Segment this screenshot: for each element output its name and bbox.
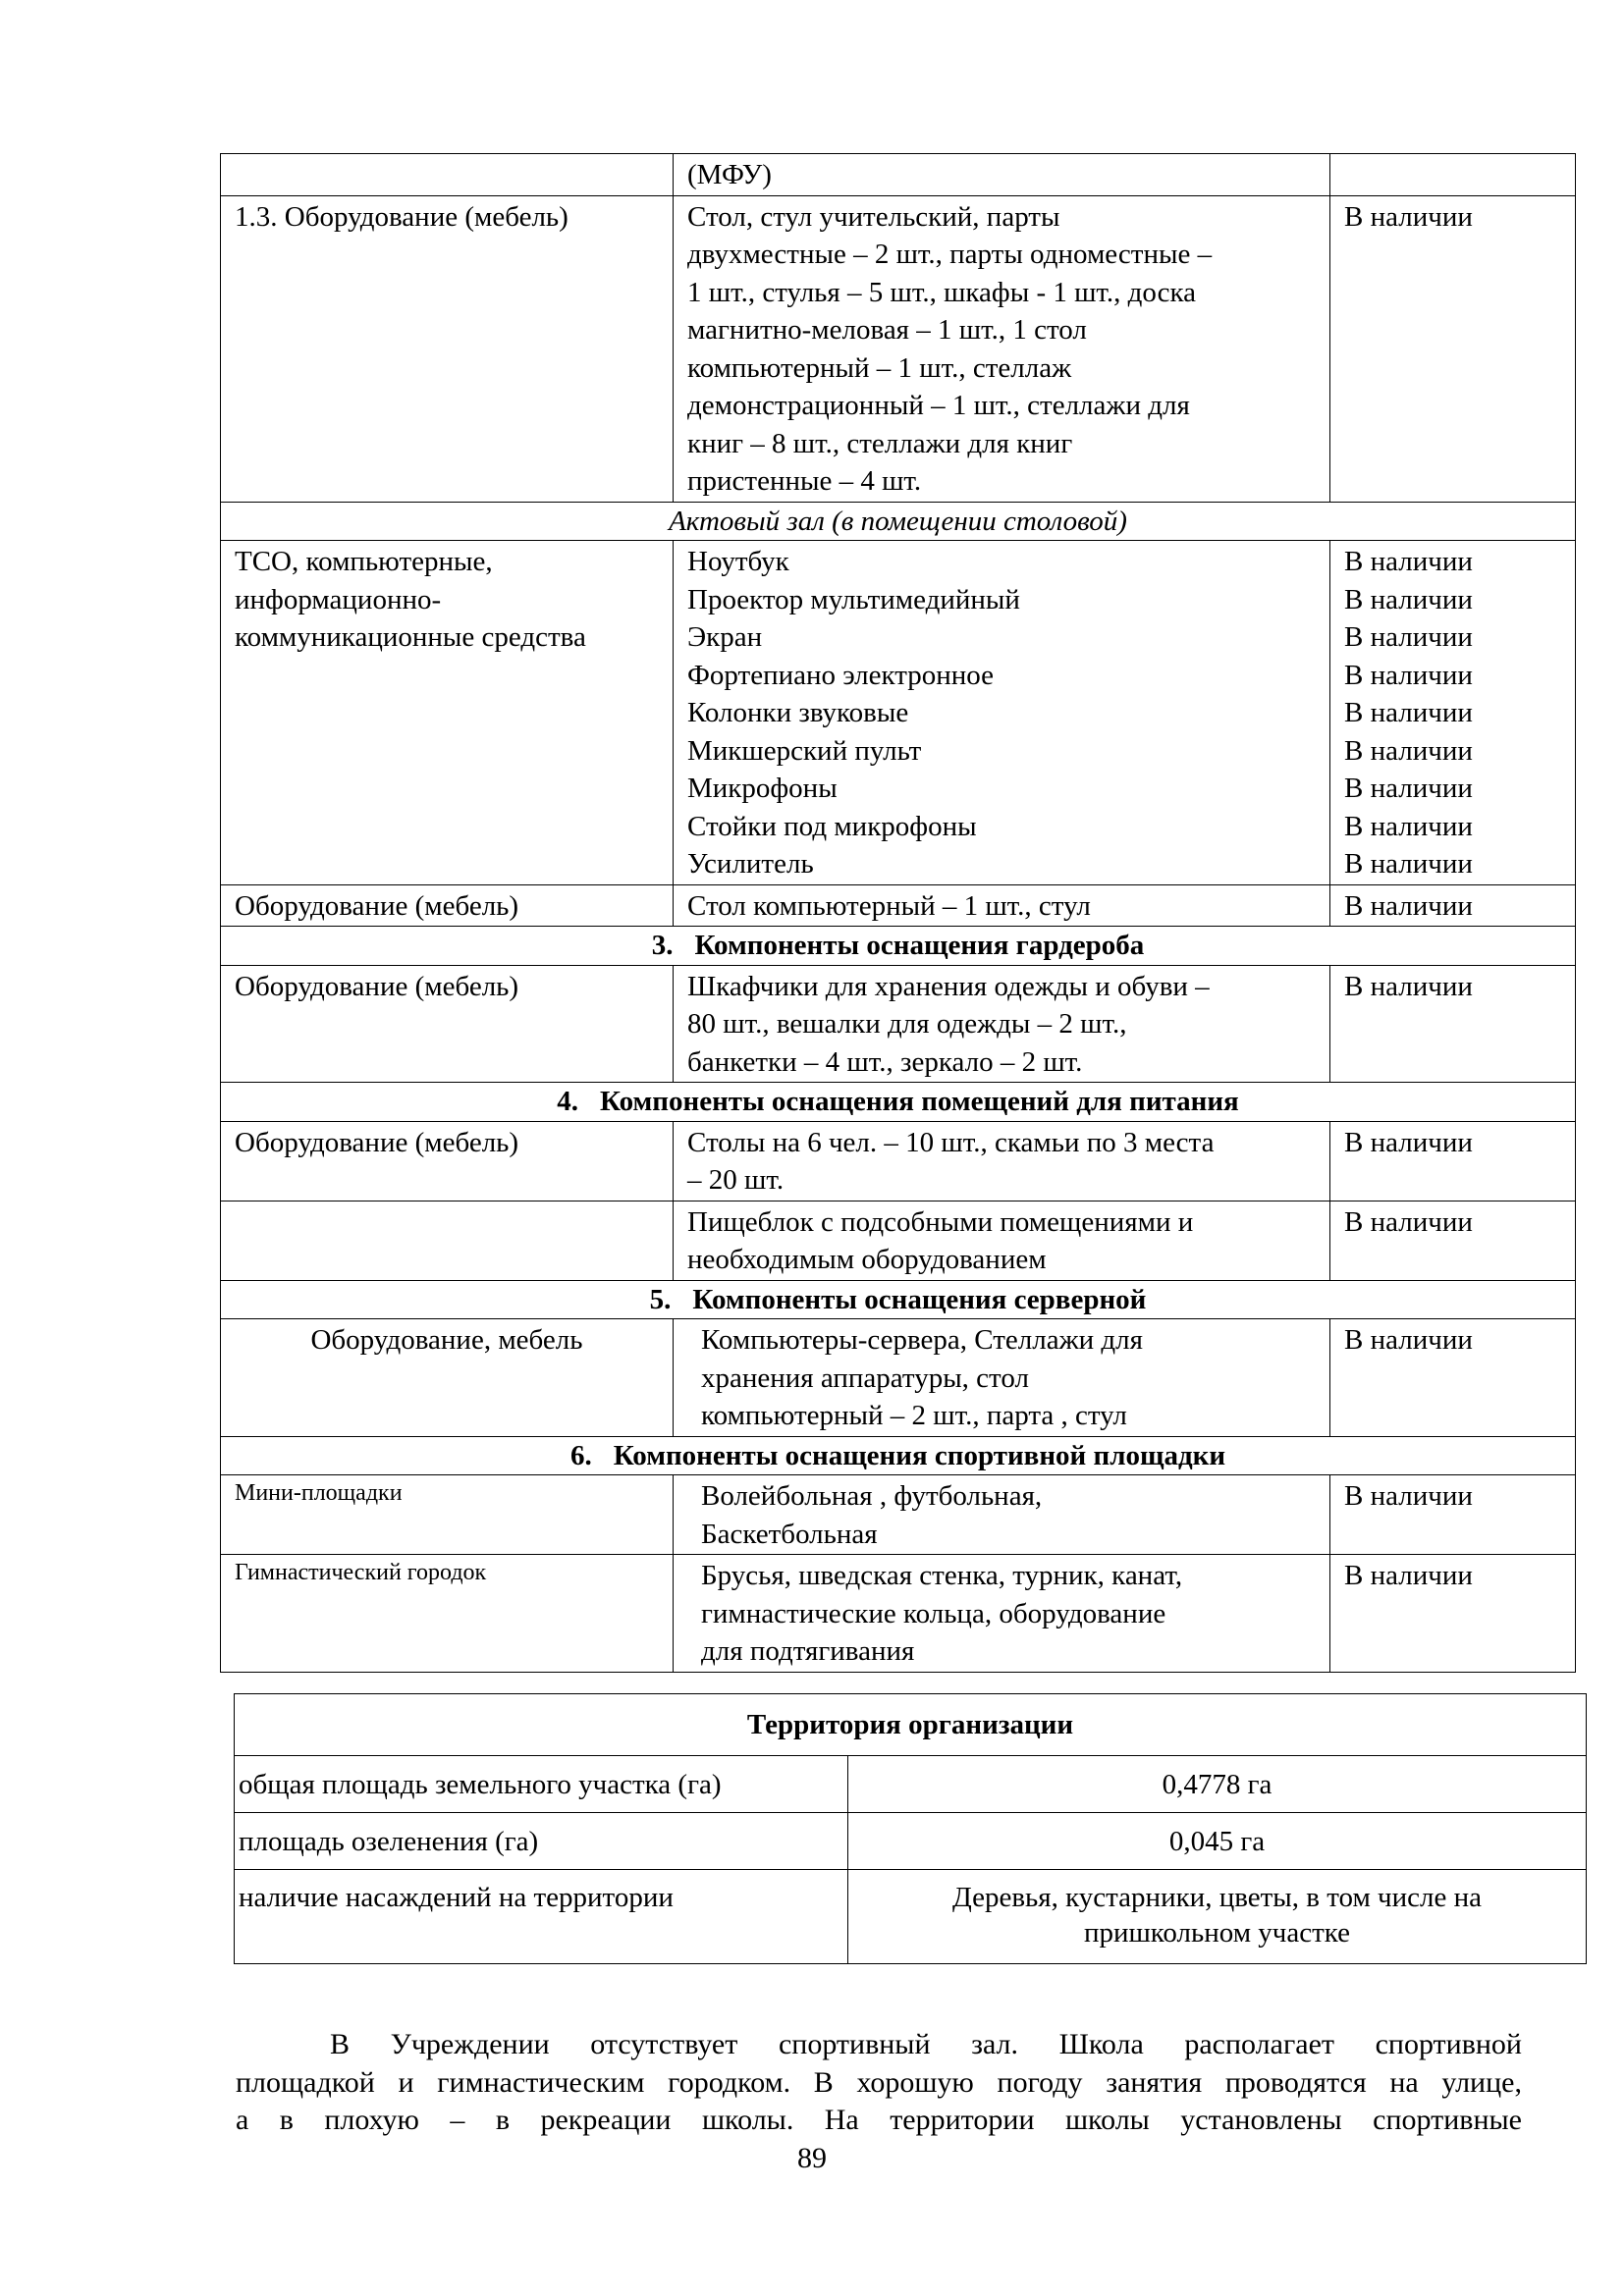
body-paragraph <box>236 2026 1522 2140</box>
row-label: Гимнастический городок <box>221 1555 674 1673</box>
cell-empty <box>1330 154 1576 196</box>
table-row <box>221 965 1576 1083</box>
status-line: В наличии <box>1344 546 1473 577</box>
table-row <box>221 541 1576 885</box>
page-number: 89 <box>797 2142 827 2174</box>
row-description <box>674 1121 1330 1201</box>
desc-line: 80 шт., вешалки для одежды – 2 шт., <box>687 1008 1127 1040</box>
section-number: 3. <box>651 930 674 961</box>
row-status: В наличии <box>1330 1319 1576 1437</box>
desc-line: Компьютеры-сервера, Стеллажи для <box>701 1324 1143 1356</box>
desc-line: Пищеблок с подсобными помещениями и <box>687 1205 1194 1238</box>
desc-line: демонстрационный – 1 шт., стеллажи для <box>687 390 1190 421</box>
row-label: Мини-площадки <box>221 1475 674 1555</box>
row-label: общая площадь земельного участка (га) <box>235 1756 848 1813</box>
item-line: Ноутбук <box>687 546 789 577</box>
status-line: В наличии <box>1344 773 1473 804</box>
item-line: Стойки под микрофоны <box>687 810 977 842</box>
row-status: В наличии <box>1330 1475 1576 1555</box>
row-value: 0,4778 га <box>848 1756 1587 1813</box>
row-description <box>674 1475 1330 1555</box>
table-row <box>221 195 1576 502</box>
status-line: В наличии <box>1344 734 1473 767</box>
status-line: В наличии <box>1344 621 1473 653</box>
status-line: В наличии <box>1344 810 1473 842</box>
desc-line: компьютерный – 2 шт., парта , стул <box>701 1400 1127 1431</box>
status-line: В наличии <box>1344 583 1473 615</box>
section-4-heading <box>221 1083 1576 1122</box>
section-number: 5. <box>649 1283 672 1315</box>
section-title: Компоненты оснащения гардероба <box>694 930 1145 961</box>
status-line: В наличии <box>1344 848 1473 880</box>
row-description <box>674 1555 1330 1673</box>
item-line: Микрофоны <box>687 773 838 804</box>
row-value <box>848 1870 1587 1964</box>
section-number: 4. <box>557 1086 578 1117</box>
item-line: Микшерский пульт <box>687 734 922 767</box>
desc-line: Брусья, шведская стенка, турник, канат, <box>701 1560 1183 1591</box>
row-label: Оборудование (мебель) <box>221 884 674 927</box>
table-row <box>221 1319 1576 1437</box>
row-value: 0,045 га <box>848 1813 1587 1870</box>
section-heading <box>221 1083 1576 1122</box>
table-row <box>221 884 1576 927</box>
desc-line: для подтягивания <box>701 1635 915 1667</box>
item-line: Усилитель <box>687 848 814 880</box>
cell-empty <box>221 1201 674 1280</box>
equipment-table <box>220 153 1576 1673</box>
desc-line: гимнастические кольца, оборудование <box>701 1597 1166 1629</box>
row-description <box>674 1319 1330 1437</box>
territory-table <box>234 1693 1587 1964</box>
status-line: В наличии <box>1344 659 1473 691</box>
desc-line: магнитно-меловая – 1 шт., 1 стол <box>687 314 1087 346</box>
aktovy-zal-heading: Актовый зал (в помещении столовой) <box>221 502 1576 541</box>
value-line: пришкольном участке <box>1083 1917 1351 1949</box>
section-5-heading <box>221 1280 1576 1319</box>
row-status <box>1330 541 1576 885</box>
desc-line: книг – 8 шт., стеллажи для книг <box>687 427 1073 459</box>
paragraph-line: а в плохую – в рекреации школы. На территории школы установлены спортивные <box>236 2104 1522 2136</box>
row-status: В наличии <box>1330 195 1576 502</box>
section-title: Компоненты оснащения помещений для питания <box>600 1086 1239 1117</box>
desc-line: – 20 шт. <box>687 1164 785 1196</box>
item-line: Фортепиано электронное <box>687 659 995 691</box>
desc-line: Волейбольная , футбольная, <box>701 1480 1043 1512</box>
row-label: Оборудование (мебель) <box>221 965 674 1083</box>
row-label <box>221 541 674 885</box>
row-label: наличие насаждений на территории <box>235 1870 848 1964</box>
cell-empty <box>221 154 674 196</box>
row-label: площадь озеленения (га) <box>235 1813 848 1870</box>
paragraph-line: В Учреждении отсутствует спортивный зал. Школа располагает спортивной <box>330 2028 1522 2060</box>
section-heading <box>221 1436 1576 1475</box>
table-row <box>221 1201 1576 1280</box>
row-description <box>674 965 1330 1083</box>
label-line: информационно- <box>235 583 442 615</box>
status-line: В наличии <box>1344 697 1473 728</box>
row-label: Оборудование, мебель <box>221 1319 674 1437</box>
row-status: В наличии <box>1330 1555 1576 1673</box>
row-description <box>674 195 1330 502</box>
section-title: Компоненты оснащения спортивной площадки <box>613 1439 1226 1471</box>
item-line: Колонки звуковые <box>687 697 909 728</box>
row-status: В наличии <box>1330 965 1576 1083</box>
row-status: В наличии <box>1330 1201 1576 1280</box>
desc-line: банкетки – 4 шт., зеркало – 2 шт. <box>687 1045 1083 1078</box>
table-row <box>221 154 1576 196</box>
desc-line: хранения аппаратуры, стол <box>701 1362 1029 1394</box>
row-label: Оборудование (мебель) <box>221 1121 674 1201</box>
table-row <box>221 1555 1576 1673</box>
section-number: 6. <box>569 1439 592 1471</box>
cell-mfu: (МФУ) <box>674 154 1330 196</box>
table-row <box>235 1756 1587 1813</box>
row-status: В наличии <box>1330 1121 1576 1201</box>
row-description <box>674 1201 1330 1280</box>
section-heading <box>221 927 1576 966</box>
paragraph-line: площадкой и гимнастическим городком. В хорошую погоду занятия проводятся на улице, <box>236 2065 1522 2099</box>
section-3-heading <box>221 927 1576 966</box>
row-status: В наличии <box>1330 884 1576 927</box>
section-heading <box>221 1280 1576 1319</box>
label-line: коммуникационные средства <box>235 621 586 653</box>
desc-line: двухместные – 2 шт., парты одноместные – <box>687 239 1213 270</box>
value-line: Деревья, кустарники, цветы, в том числе на <box>951 1882 1483 1913</box>
item-line: Проектор мультимедийный <box>687 583 1020 615</box>
desc-line: Столы на 6 чел. – 10 шт., скамьи по 3 места <box>687 1126 1215 1158</box>
desc-line: компьютерный – 1 шт., стеллаж <box>687 351 1072 384</box>
table-row <box>221 1475 1576 1555</box>
label-line: ТСО, компьютерные, <box>235 546 493 577</box>
desc-line: 1 шт., стулья – 5 шт., шкафы - 1 шт., доска <box>687 276 1197 308</box>
section-title: Компоненты оснащения серверной <box>692 1283 1147 1315</box>
item-line: Экран <box>687 621 763 653</box>
territory-title: Территория организации <box>235 1694 1587 1756</box>
subsection-heading <box>221 502 1576 541</box>
row-label: 1.3. Оборудование (мебель) <box>221 195 674 502</box>
table-row <box>235 1870 1587 1964</box>
desc-line: Баскетбольная <box>701 1518 878 1550</box>
desc-line: пристенные – 4 шт. <box>687 465 922 497</box>
table-row <box>235 1813 1587 1870</box>
table-header-row <box>235 1694 1587 1756</box>
desc-line: Шкафчики для хранения одежды и обуви – <box>687 970 1210 1002</box>
table-row <box>221 1121 1576 1201</box>
row-description <box>674 541 1330 885</box>
section-6-heading <box>221 1436 1576 1475</box>
desc-line: необходимым оборудованием <box>687 1244 1047 1275</box>
desc-line: Стол, стул учительский, парты <box>687 200 1060 233</box>
row-description: Стол компьютерный – 1 шт., стул <box>674 884 1330 927</box>
